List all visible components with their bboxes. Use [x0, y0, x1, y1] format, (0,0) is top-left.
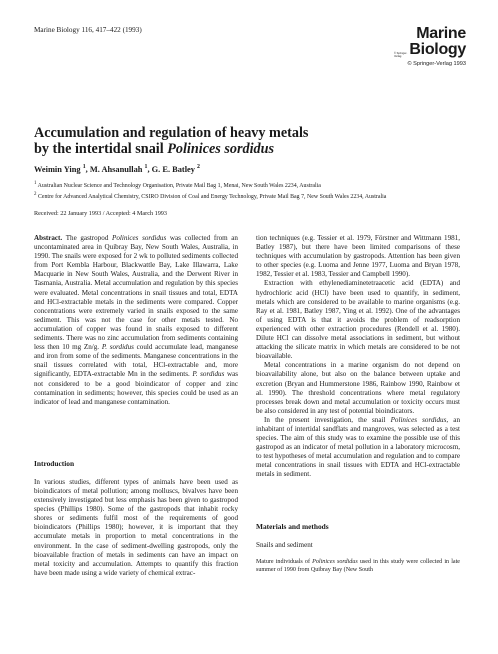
abstract-text: was not considered to be a good bioindicator of copper and zinc contamination in sediments; however, this species could be used as an indicator of lead and manganese contamination.	[34, 370, 238, 406]
methods-paragraph	[256, 558, 460, 575]
species-name: Polinices sordidus	[112, 234, 167, 242]
journal-logo	[394, 26, 466, 82]
affiliations	[34, 180, 474, 202]
paragraph-text: In the present investigation, the snail	[264, 415, 391, 424]
affil-text: Australian Nuclear Science and Technology Organisation, Private Mail Bag 1, Menai, New South Wales 2234, Australia	[37, 182, 321, 189]
title-line2: by the intertidal snail	[34, 140, 168, 157]
abstract-text: could accumulate lead, manganese and iron from some of the sediments. Manganese concentrations in the snail tissues correlated with total, HCl-extractable and, more significantly, EDTA-extractable Mn in the sediments.	[34, 343, 238, 379]
article-title	[34, 126, 464, 157]
paragraph: Metal concentrations in a marine organism do not depend on bioavailability alone, but also on the balance between uptake and excretion (Bryan and Hummerstone 1986, Rainbow 1990, Rainbow et al. 1990). The threshold concentrations where metal regulatory processes break down and metal accumulation or toxicity occurs must be also considered in any test of potential bioindicators.	[256, 361, 460, 415]
abstract-text: The gastropod	[65, 234, 113, 242]
journal-citation: Marine Biology 116, 417–422 (1993)	[34, 26, 142, 34]
paragraph-text: used in this study were collected in late summer of 1990 from Quibray Bay (New South	[256, 558, 461, 574]
author-affil-sup: 2	[197, 164, 200, 170]
paragraph	[256, 416, 460, 480]
affil-sup: 2	[34, 191, 37, 197]
abstract-text: was collected from an uncontaminated area in Quibray Bay, New South Wales, Australia, in 1990. The snails were exposed for 2 wk to polluted sediments collected from Port Kembla Harbour, Blackwattle Bay, Lake Illawarra, Lake Macquarie in New South Wales, Australia, and the Derwent River in Tasmania, Australia. Metal accumulation and regulation by this species were evaluated. Metal concentrations in snail tissues and total, EDTA and HCl-extractable metals in the sediments were compared. Copper concentrations were extremely varied in snails exposed to the same sediment. This was not the case for other metals tested. No accumulation of copper was found in snails exposed to different sediments. There was no zinc accumulation from sediments containing less then 10 mg Zn/g.	[34, 234, 238, 352]
species-name: Polinices sordidus	[312, 558, 358, 565]
affil-text: Centre for Advanced Analytical Chemistry, CSIRO Division of Coal and Energy Technology, Private Mail Bag 7, New South Wales 2234, Australia	[37, 193, 387, 200]
paragraph: tion techniques (e.g. Tessier et al. 1979, Förstner and Wittmann 1981, Batley 1987), but there have been limited comparisons of these techniques with accumulation by gastropods. Attention has been given to other species (e.g. Luoma and Jenne 1977, Luoma and Bryan 1978, 1982, Tessier et al. 1983, Tessier and Campbell 1990).	[256, 234, 460, 279]
author-affil-sup: 1	[144, 164, 148, 170]
section-heading-methods: Materials and methods	[256, 521, 329, 531]
intro-paragraph: In various studies, different types of animals have been used as bioindicators of metal pollution; among molluscs, bivalves have been extensively investigated but less emphasis has been given to gastropod species (Phillips 1980). Some of the gastropods that inhabit rocky shores or sediments fulfil most of the requirements of good bioindicators (Phillips 1980); however, it is important that they accumulate metals in proportion to metal concentrations in the environment. In the case of sediment-dwelling gastropods, only the bioavailable fraction of metals in sediments can have an impact on metal toxicity and accumulation. Attempts to quantify this fraction have been made using a wide variety of chemical extrac-	[34, 477, 238, 577]
received-accepted-dates: Received: 22 January 1993 / Accepted: 4 March 1993	[34, 210, 167, 217]
species-name: P. sordidus	[192, 370, 225, 379]
species-name: Polinices sordidus	[390, 415, 447, 424]
paragraph: Extraction with ethylenediaminetetraacetic acid (EDTA) and hydrochloric acid (HCl) have been used to quantify, in sediment, metals which are considered to be available to marine organisms (e.g. Ray et al. 1981, Batley 1987, Ying et al. 1992). One of the advantages of using EDTA is that it avoids the problem of readsorption experienced with other extraction procedures (Rendell et al. 1980). Dilute HCl can dissolve metal associations in sediment, but without attacking the silicate matrix in which metals are considered to be not bioavailable.	[256, 279, 460, 361]
author-name: Weimin Ying	[34, 164, 81, 174]
author-affil-sup: 1	[82, 164, 86, 170]
abstract-label: Abstract.	[34, 234, 63, 242]
title-line1: Accumulation and regulation of heavy metals	[34, 125, 309, 141]
subsection-heading-snails: Snails and sediment	[256, 540, 313, 549]
species-name: P. sordidus	[101, 343, 134, 352]
section-heading-introduction: Introduction	[34, 458, 75, 468]
author-name: M. Ahsanullah	[89, 164, 143, 174]
affiliation	[34, 191, 474, 202]
title-species: Polinices sordidus	[167, 140, 275, 157]
paragraph-text: , an inhabitant of intertidal sandflats and mangroves, was selected as a test species. The aim of this study was to examine the possible use of this gastropod as an indicator of metal pollution in a laboratory microcosm, to test hypotheses of metal accumulation and regulation and to compare metal concentrations in snail tissues with EDTA and HCl-extractable metals in sediment.	[256, 415, 460, 479]
affil-sup: 1	[34, 181, 37, 186]
right-column	[256, 234, 460, 574]
abstract	[34, 234, 238, 407]
left-column	[34, 234, 238, 578]
paragraph-text: Mature individuals of	[256, 558, 313, 565]
affiliation	[34, 180, 474, 191]
logo-copyright: © Springer-Verlag 1993	[407, 61, 466, 67]
logo-word-biology: Biology	[409, 41, 466, 58]
logo-word-marine: Marine	[416, 25, 466, 42]
author-name: G. E. Batley	[151, 164, 195, 174]
author-list: Weimin Ying $^1$, M. Ahsanullah $^1$, G. E. Batley $^2$	[34, 164, 200, 174]
logo-fine-print: © Springer-Verlag	[394, 52, 408, 58]
